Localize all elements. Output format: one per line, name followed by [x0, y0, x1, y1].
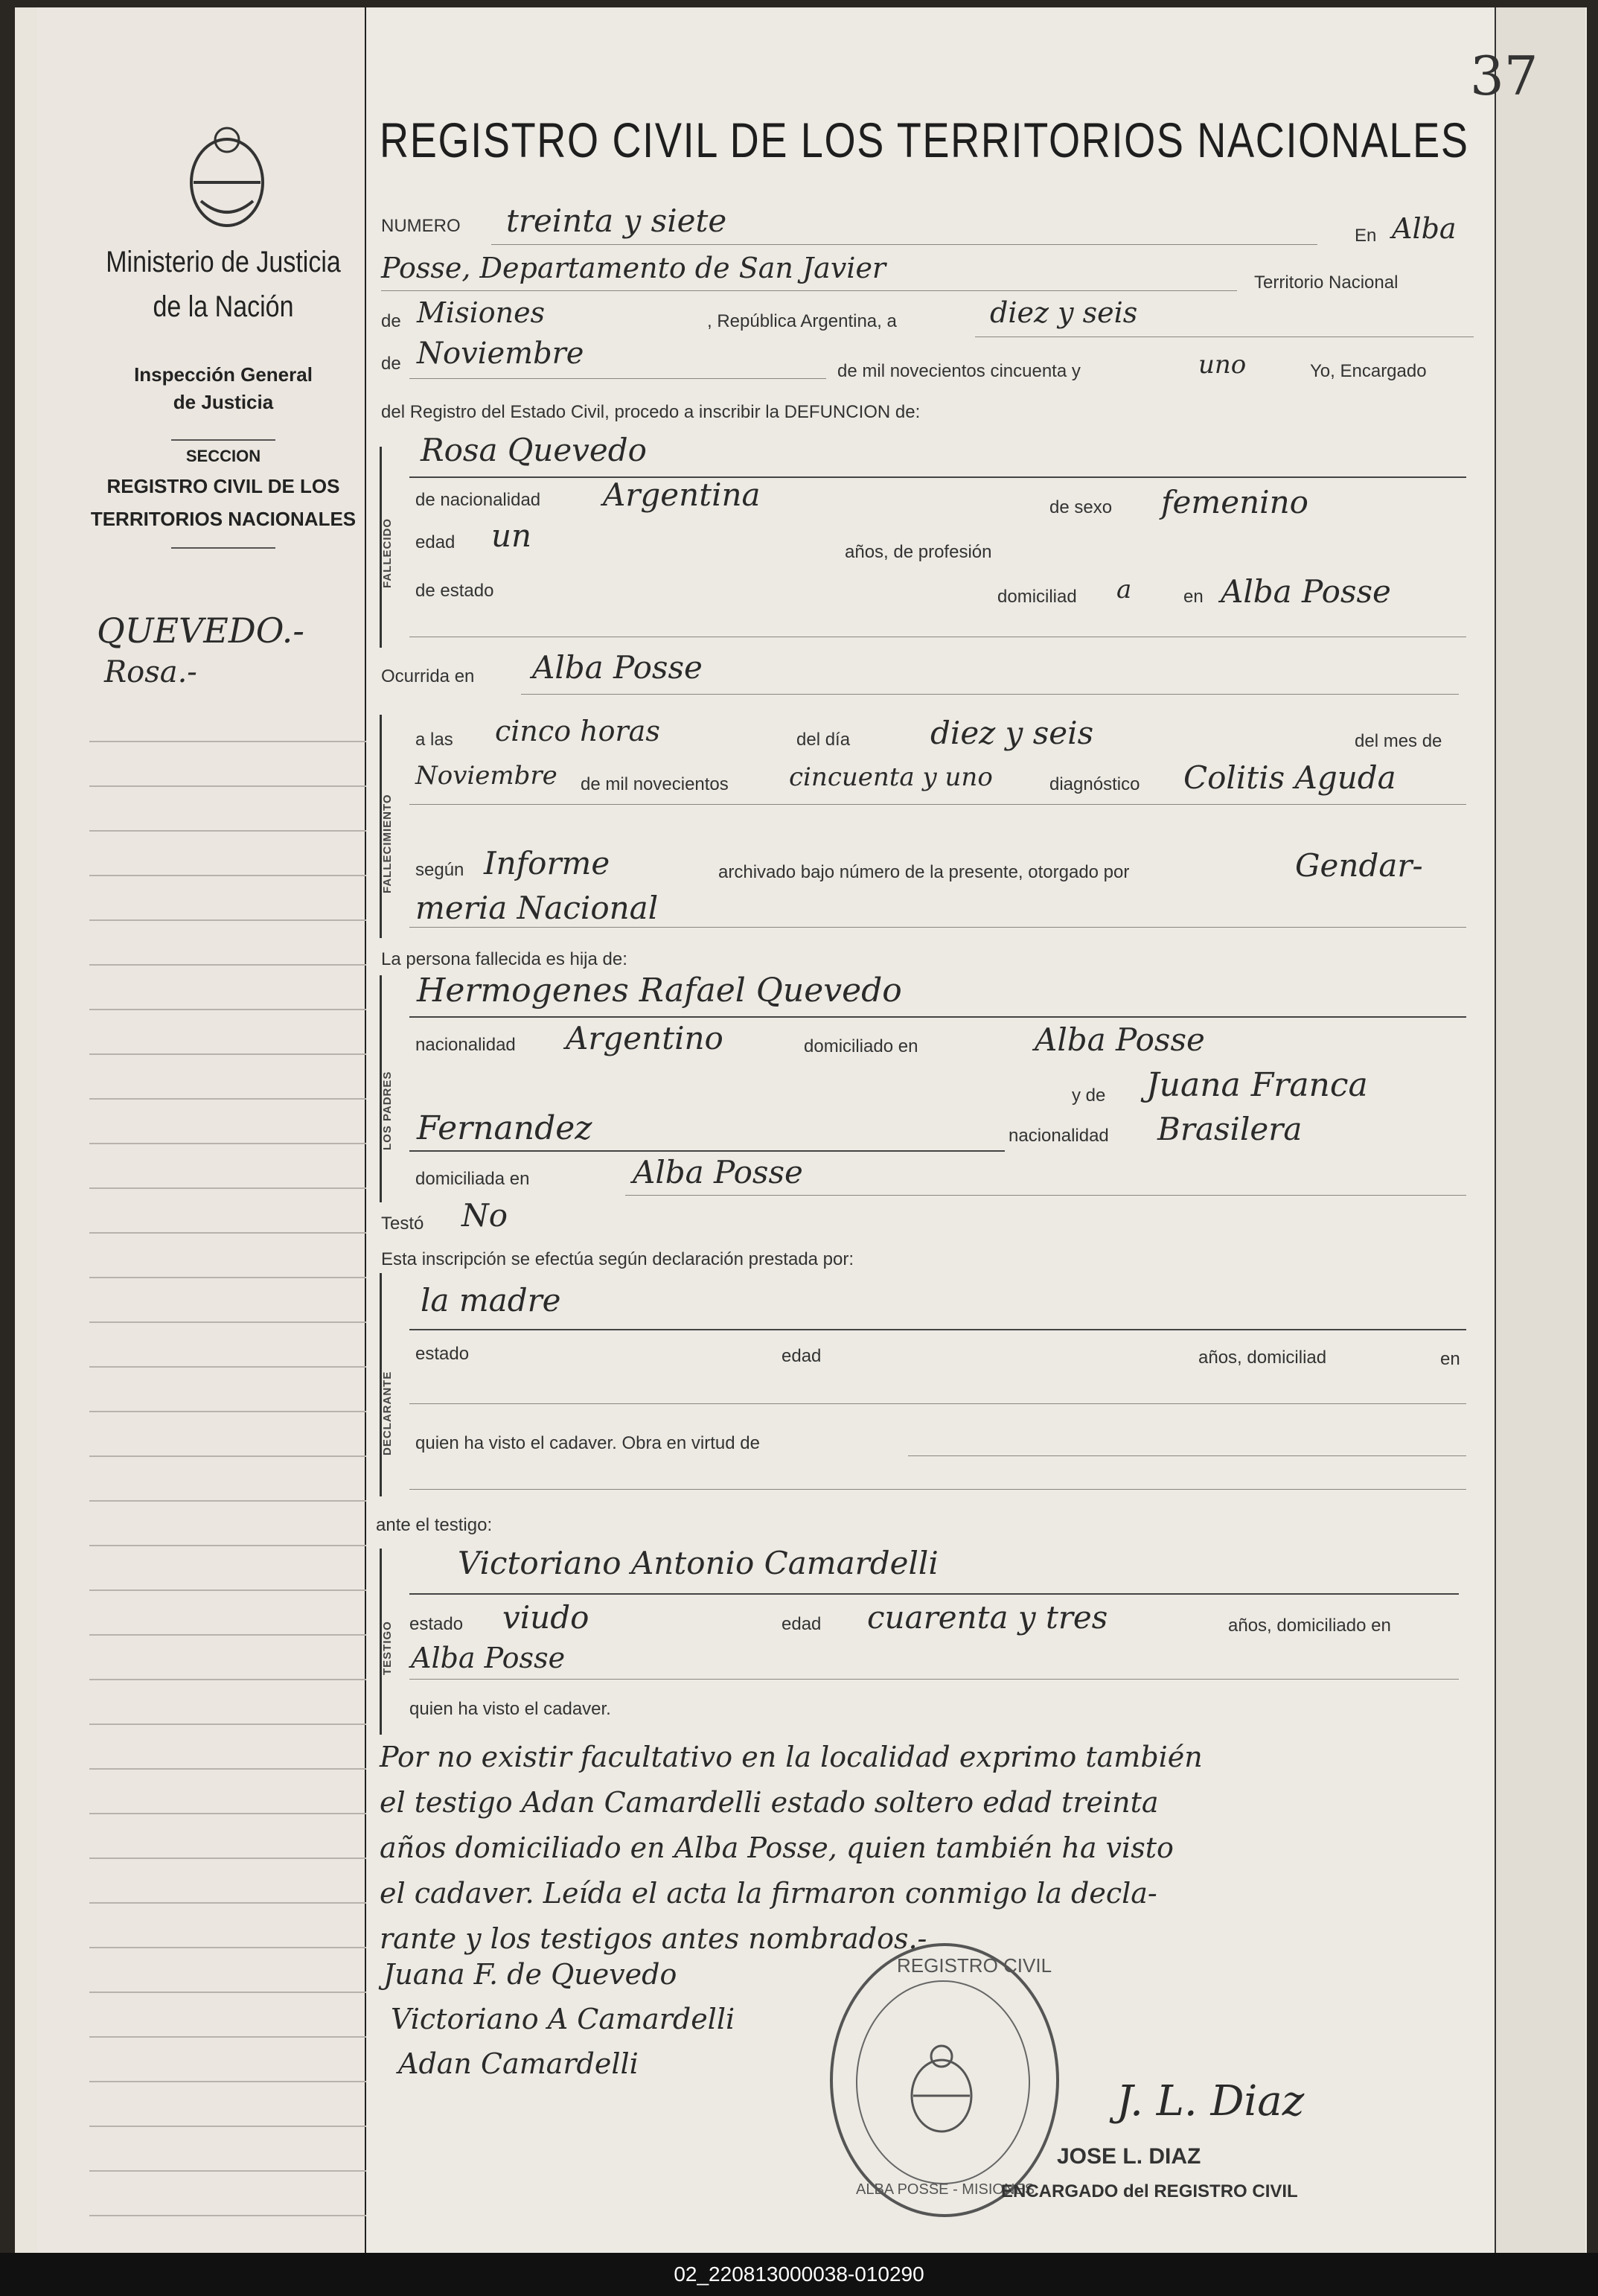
- official-signature: J. L. Diaz: [1116, 2077, 1305, 2126]
- seal-text-bottom: ALBA POSSE - MISIONES: [856, 2181, 1035, 2198]
- testigo-side-label: TESTIGO: [381, 1621, 394, 1675]
- page-title: REGISTRO CIVIL DE LOS TERRITORIOS NACIONALES: [380, 112, 1469, 168]
- stub-surname: QUEVEDO.-: [97, 610, 304, 651]
- domiciliado-suffix: a: [1116, 575, 1132, 605]
- padres-side-label: LOS PADRES: [381, 1071, 394, 1150]
- anio-label: de mil novecientos: [581, 774, 729, 794]
- padre-nacionalidad: Argentino: [566, 1020, 723, 1056]
- signature-declarante: Juana F. de Quevedo: [383, 1958, 677, 1991]
- padre-domiciliado-label: domiciliado en: [804, 1036, 918, 1056]
- padre-name: Hermogenes Rafael Quevedo: [417, 972, 902, 1010]
- deceased-name: Rosa Quevedo: [421, 432, 647, 468]
- ministry-line1: Ministerio de Justicia: [106, 246, 341, 278]
- testigo-name: Victoriano Antonio Camardelli: [458, 1545, 939, 1581]
- testigo-edad: cuarenta y tres: [867, 1599, 1108, 1636]
- testigo-domicilio: Alba Posse: [411, 1642, 566, 1674]
- testigo-domicilio-label: años, domiciliado en: [1228, 1616, 1391, 1636]
- encargado-label: Yo, Encargado: [1310, 361, 1427, 381]
- testigo-cadaver-label: quien ha visto el cadaver.: [409, 1699, 611, 1719]
- declarante-name: la madre: [421, 1282, 561, 1318]
- segun-label: según: [415, 860, 464, 880]
- official-name: JOSE L. DIAZ: [1057, 2144, 1201, 2169]
- note-line: el testigo Adan Camardelli estado soltero edad treinta: [380, 1786, 1159, 1819]
- de-label: de: [381, 311, 401, 331]
- section-line2: REGISTRO CIVIL DE LOS: [106, 475, 340, 497]
- stub-name: Rosa.-: [104, 655, 197, 689]
- madre-name-1: Juana Franca: [1146, 1066, 1368, 1104]
- declarante-edad-label: edad: [782, 1346, 822, 1366]
- profesion-label: años, de profesión: [845, 542, 992, 562]
- territorio-value: Misiones: [417, 296, 546, 329]
- declarante-estado-label: estado: [415, 1344, 470, 1364]
- diagnostico-label: diagnóstico: [1049, 774, 1140, 794]
- note-line: el cadaver. Leída el acta la firmaron conmigo la decla-: [380, 1877, 1157, 1910]
- madre-domiciliada-label: domiciliada en: [415, 1169, 530, 1189]
- place-part2: Posse, Departamento de San Javier: [381, 252, 886, 284]
- stub-column: [37, 7, 367, 2253]
- note-line: rante y los testigos antes nombrados.-: [380, 1922, 927, 1955]
- padre-nacionalidad-label: nacionalidad: [415, 1035, 516, 1055]
- registro-line: del Registro del Estado Civil, procedo a inscribir la DEFUNCION de:: [381, 402, 921, 422]
- year-label: de mil novecientos cincuenta y: [837, 361, 1081, 381]
- section-line1: SECCION: [185, 447, 261, 465]
- dia-label: del día: [796, 730, 851, 750]
- inspection-line2: de Justicia: [173, 391, 274, 413]
- ministry-line2: de la Nación: [153, 290, 294, 323]
- seal-text-top: REGISTRO CIVIL: [897, 1954, 1052, 1977]
- territorio-label: Territorio Nacional: [1254, 272, 1399, 293]
- deceased-domicilio: Alba Posse: [1221, 573, 1391, 610]
- year-value: uno: [1198, 350, 1247, 380]
- diagnostico-value: Colitis Aguda: [1183, 759, 1396, 796]
- deceased-edad: un: [491, 517, 532, 554]
- testigo-estado-label: estado: [409, 1614, 464, 1634]
- otorgado-1: Gendar-: [1295, 847, 1423, 884]
- month-value: Noviembre: [417, 337, 584, 371]
- mes-label: del mes de: [1355, 731, 1442, 751]
- declarante-cadaver-label: quien ha visto el cadaver. Obra en virtud de: [415, 1433, 760, 1453]
- fallecimiento-side-label: FALLECIMIENTO: [381, 794, 394, 893]
- signature-testigo-2: Adan Camardelli: [398, 2047, 639, 2080]
- testigo-estado: viudo: [502, 1599, 589, 1636]
- mes-value: Noviembre: [415, 761, 557, 791]
- numero-label: NUMERO: [381, 216, 461, 236]
- declarante-en-label: en: [1440, 1349, 1460, 1369]
- stub-divider: [171, 547, 275, 549]
- madre-domicilio: Alba Posse: [633, 1154, 803, 1190]
- madre-nacionalidad: Brasilera: [1157, 1111, 1303, 1147]
- page-edge: [1495, 7, 1585, 2253]
- archivado-label: archivado bajo número de la presente, otorgado por: [718, 862, 1130, 882]
- fallecido-side-label: FALLECIDO: [381, 518, 394, 588]
- republica-label: , República Argentina, a: [707, 311, 897, 331]
- testigo-edad-label: edad: [782, 1614, 822, 1634]
- padres-intro: La persona fallecida es hija de:: [381, 949, 627, 969]
- testo-value: No: [461, 1197, 508, 1234]
- note-line: Por no existir facultativo en la localidad exprimo también: [380, 1741, 1203, 1773]
- official-title: ENCARGADO del REGISTRO CIVIL: [1001, 2181, 1298, 2201]
- signature-testigo-1: Victoriano A Camardelli: [391, 2003, 735, 2035]
- dia-value: diez y seis: [930, 715, 1094, 751]
- domiciliado-label: domiciliad: [997, 587, 1077, 607]
- testigo-intro: ante el testigo:: [376, 1515, 493, 1535]
- section-line3: TERRITORIOS NACIONALES: [90, 508, 357, 530]
- anio-value: cincuenta y uno: [789, 762, 993, 792]
- stub-divider: [171, 439, 275, 441]
- madre-name-2: Fernandez: [417, 1109, 592, 1147]
- seal-emblem-icon: [904, 2040, 979, 2137]
- note-line: años domiciliado en Alba Posse, quien también ha visto: [380, 1831, 1174, 1864]
- en-label: En: [1355, 226, 1377, 246]
- nacionalidad-label: de nacionalidad: [415, 490, 541, 510]
- edad-label: edad: [415, 532, 456, 552]
- declarante-domicilio-label: años, domiciliad: [1198, 1348, 1327, 1368]
- padre-domicilio: Alba Posse: [1035, 1021, 1205, 1058]
- day-value: diez y seis: [990, 296, 1138, 329]
- page-number: 37: [1470, 45, 1538, 107]
- de-label-2: de: [381, 354, 401, 374]
- fallecido-en-label: en: [1183, 587, 1204, 607]
- madre-nacionalidad-label: nacionalidad: [1009, 1126, 1109, 1146]
- y-de-label: y de: [1072, 1085, 1106, 1106]
- ocurrida-label: Ocurrida en: [381, 666, 475, 686]
- horas-value: cinco horas: [495, 715, 660, 747]
- numero-value: treinta y siete: [506, 203, 727, 239]
- deceased-sexo: femenino: [1161, 484, 1308, 520]
- ocurrida-value: Alba Posse: [532, 649, 703, 686]
- declarante-side-label: DECLARANTE: [381, 1371, 394, 1455]
- estado-label: de estado: [415, 581, 494, 601]
- deceased-nacionalidad: Argentina: [603, 476, 761, 513]
- place-part1: Alba: [1392, 212, 1457, 245]
- coat-of-arms-icon: [186, 112, 268, 231]
- horas-label: a las: [415, 730, 453, 750]
- segun-value: Informe: [484, 845, 610, 881]
- inspection-line1: Inspección General: [134, 363, 313, 386]
- handwritten-notes: [380, 1735, 1489, 1962]
- footer-id: 02_220813000038-010290: [0, 2253, 1598, 2296]
- otorgado-2: meria Nacional: [415, 890, 659, 926]
- testo-label: Testó: [381, 1214, 424, 1234]
- sexo-label: de sexo: [1049, 497, 1113, 517]
- declarante-intro: Esta inscripción se efectúa según declaración prestada por:: [381, 1249, 854, 1269]
